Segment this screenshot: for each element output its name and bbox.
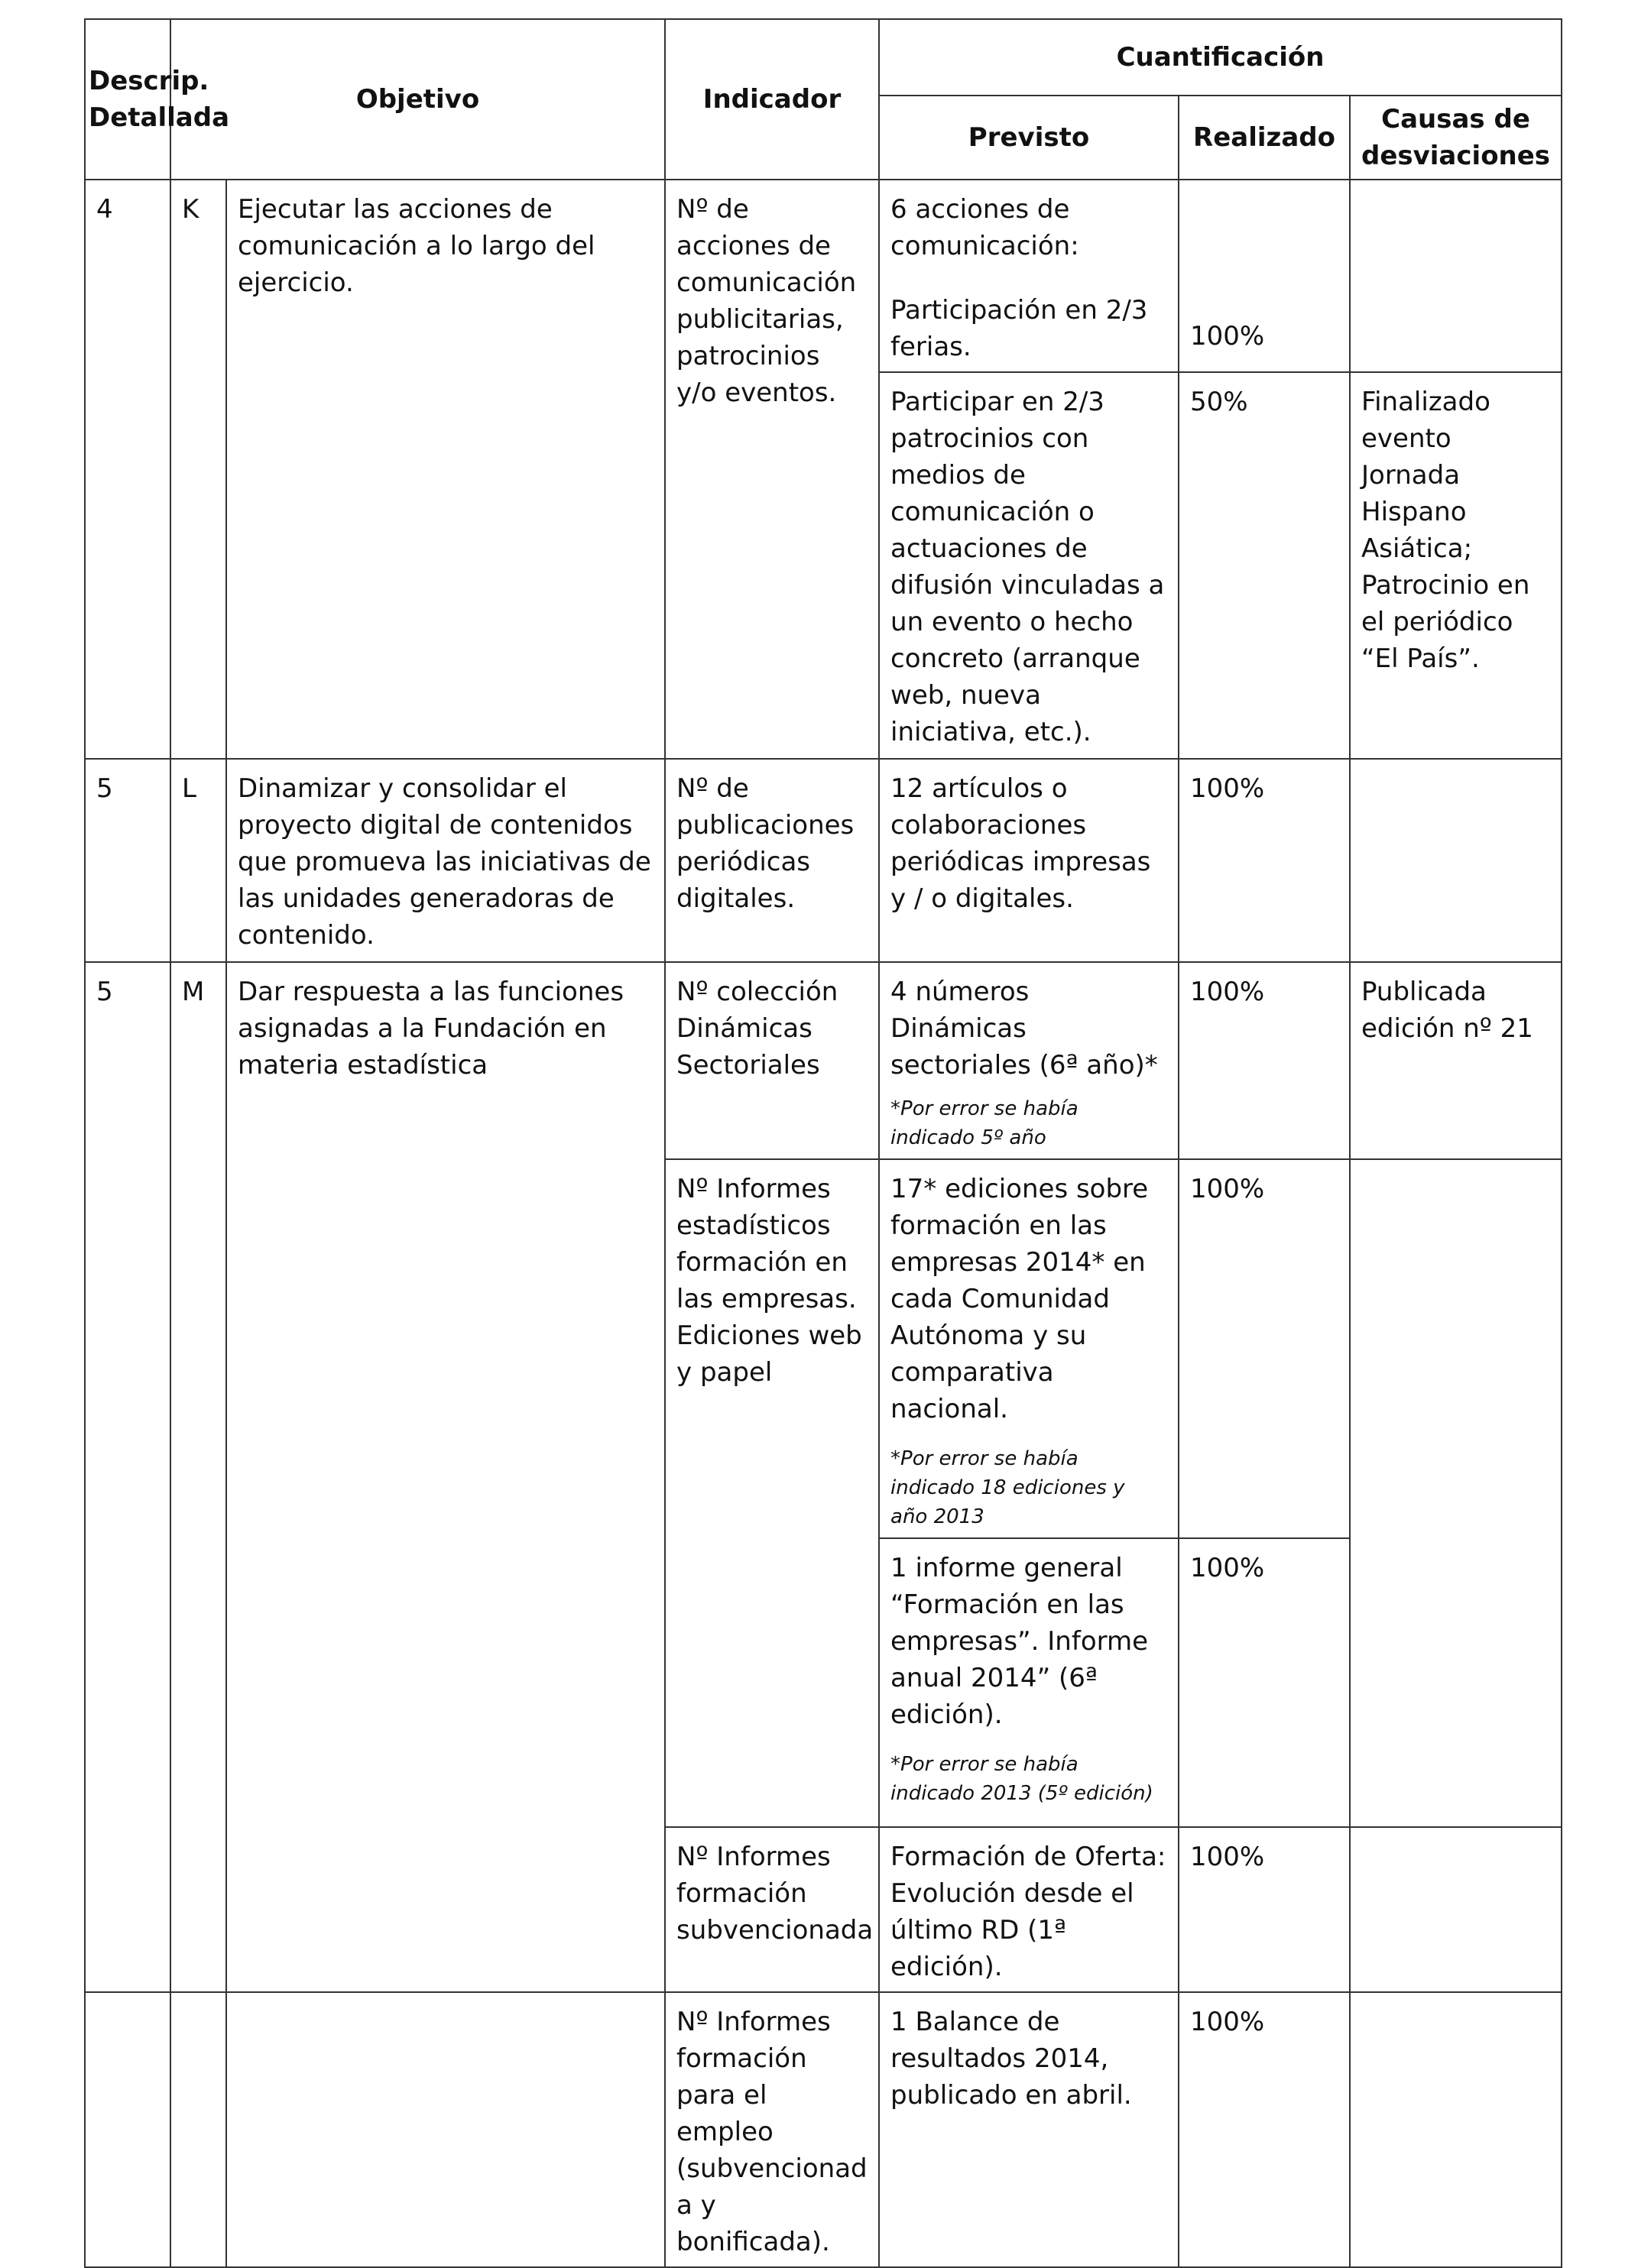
previsto-text: 6 acciones de comunicación: <box>890 194 1079 261</box>
objetivo-cell: Ejecutar las acciones de comunicación a lo largo del ejercicio. <box>226 180 665 759</box>
footnote: *Por error se había indicado 18 ediciones y año 2013 <box>890 1447 1125 1528</box>
realizado-cell: 100% <box>1179 1538 1350 1827</box>
causas-cell <box>1350 1992 1562 2267</box>
indicador-cell: Nº de publicaciones periódicas digitales. <box>665 759 879 962</box>
causas-cell: Finalizado evento Jornada Hispano Asiática; Patrocinio en el periódico “El País”. <box>1350 372 1562 759</box>
row-num: 5 <box>85 759 170 962</box>
indicador-cell: Nº Informes estadísticos formación en las empresas. Ediciones web y papel <box>665 1159 879 1827</box>
realizado-cell: 50% <box>1179 372 1350 759</box>
previsto-text: Participación en 2/3 ferias. <box>890 295 1148 362</box>
previsto-cell <box>879 962 1179 1159</box>
causas-cell <box>1350 1827 1562 1992</box>
row-letter: L <box>170 759 226 962</box>
previsto-cell: 1 Balance de resultados 2014, publicado en abril. <box>879 1992 1179 2267</box>
header-previsto: Previsto <box>879 96 1179 180</box>
causas-cell <box>1350 180 1562 372</box>
table-row <box>85 180 1562 372</box>
table-row <box>85 962 1562 1159</box>
realizado-cell: 100% <box>1179 180 1350 372</box>
previsto-cell: Participar en 2/3 patrocinios con medios de comunicación o actuaciones de difusión vinculadas a un evento o hecho concreto (arranque web, nueva iniciativa, etc.). <box>879 372 1179 759</box>
row-letter: M <box>170 962 226 1992</box>
footnote: *Por error se había indicado 2013 (5º edición) <box>890 1753 1153 1805</box>
realizado-cell: 100% <box>1179 1827 1350 1992</box>
row-num: 4 <box>85 180 170 759</box>
previsto-text: 4 números Dinámicas sectoriales (6ª año)* <box>890 977 1158 1081</box>
causas-cell: Publicada edición nº 21 <box>1350 962 1562 1159</box>
realizado-cell: 100% <box>1179 1992 1350 2267</box>
objectives-table <box>84 18 1562 2268</box>
header-indicador: Indicador <box>665 19 879 180</box>
header-causas: Causas de desviaciones <box>1350 96 1562 180</box>
header-realizado: Realizado <box>1179 96 1350 180</box>
realizado-cell: 100% <box>1179 1159 1350 1538</box>
causas-cell <box>1350 1159 1562 1827</box>
row-letter <box>170 1992 226 2267</box>
row-num <box>85 1992 170 2267</box>
realizado-cell: 100% <box>1179 962 1350 1159</box>
indicador-cell: Nº de acciones de comunicación publicitarias, patrocinios y/o eventos. <box>665 180 879 759</box>
realizado-cell: 100% <box>1179 759 1350 962</box>
row-num: 5 <box>85 962 170 1992</box>
causas-cell <box>1350 759 1562 962</box>
objetivo-cell: Dinamizar y consolidar el proyecto digital de contenidos que promueva las iniciativas de las unidades generadoras de contenido. <box>226 759 665 962</box>
table-row <box>85 759 1562 962</box>
footnote: *Por error se había indicado 5º año <box>890 1097 1078 1149</box>
previsto-cell <box>879 1538 1179 1827</box>
previsto-cell: Formación de Oferta: Evolución desde el último RD (1ª edición). <box>879 1827 1179 1992</box>
previsto-cell: 12 artículos o colaboraciones periódicas impresas y / o digitales. <box>879 759 1179 962</box>
previsto-cell <box>879 180 1179 372</box>
previsto-text: 1 informe general “Formación en las empresas”. Informe anual 2014” (6ª edición). <box>890 1553 1149 1730</box>
objetivo-cell <box>226 1992 665 2267</box>
objetivo-cell: Dar respuesta a las funciones asignadas a la Fundación en materia estadística <box>226 962 665 1992</box>
row-letter: K <box>170 180 226 759</box>
table-row <box>85 1992 1562 2267</box>
indicador-cell: Nº colección Dinámicas Sectoriales <box>665 962 879 1159</box>
header-objetivo: Objetivo <box>170 19 665 180</box>
indicador-cell: Nº Informes formación para el empleo (subvencionad a y bonificada). <box>665 1992 879 2267</box>
previsto-cell <box>879 1159 1179 1538</box>
header-cuantificacion: Cuantificación <box>879 19 1562 96</box>
indicador-cell: Nº Informes formación subvencionada <box>665 1827 879 1992</box>
previsto-text: 17* ediciones sobre formación en las empresas 2014* en cada Comunidad Autónoma y su comparativa nacional. <box>890 1174 1149 1424</box>
header-descrip: Descrip. Detallada <box>85 19 170 180</box>
